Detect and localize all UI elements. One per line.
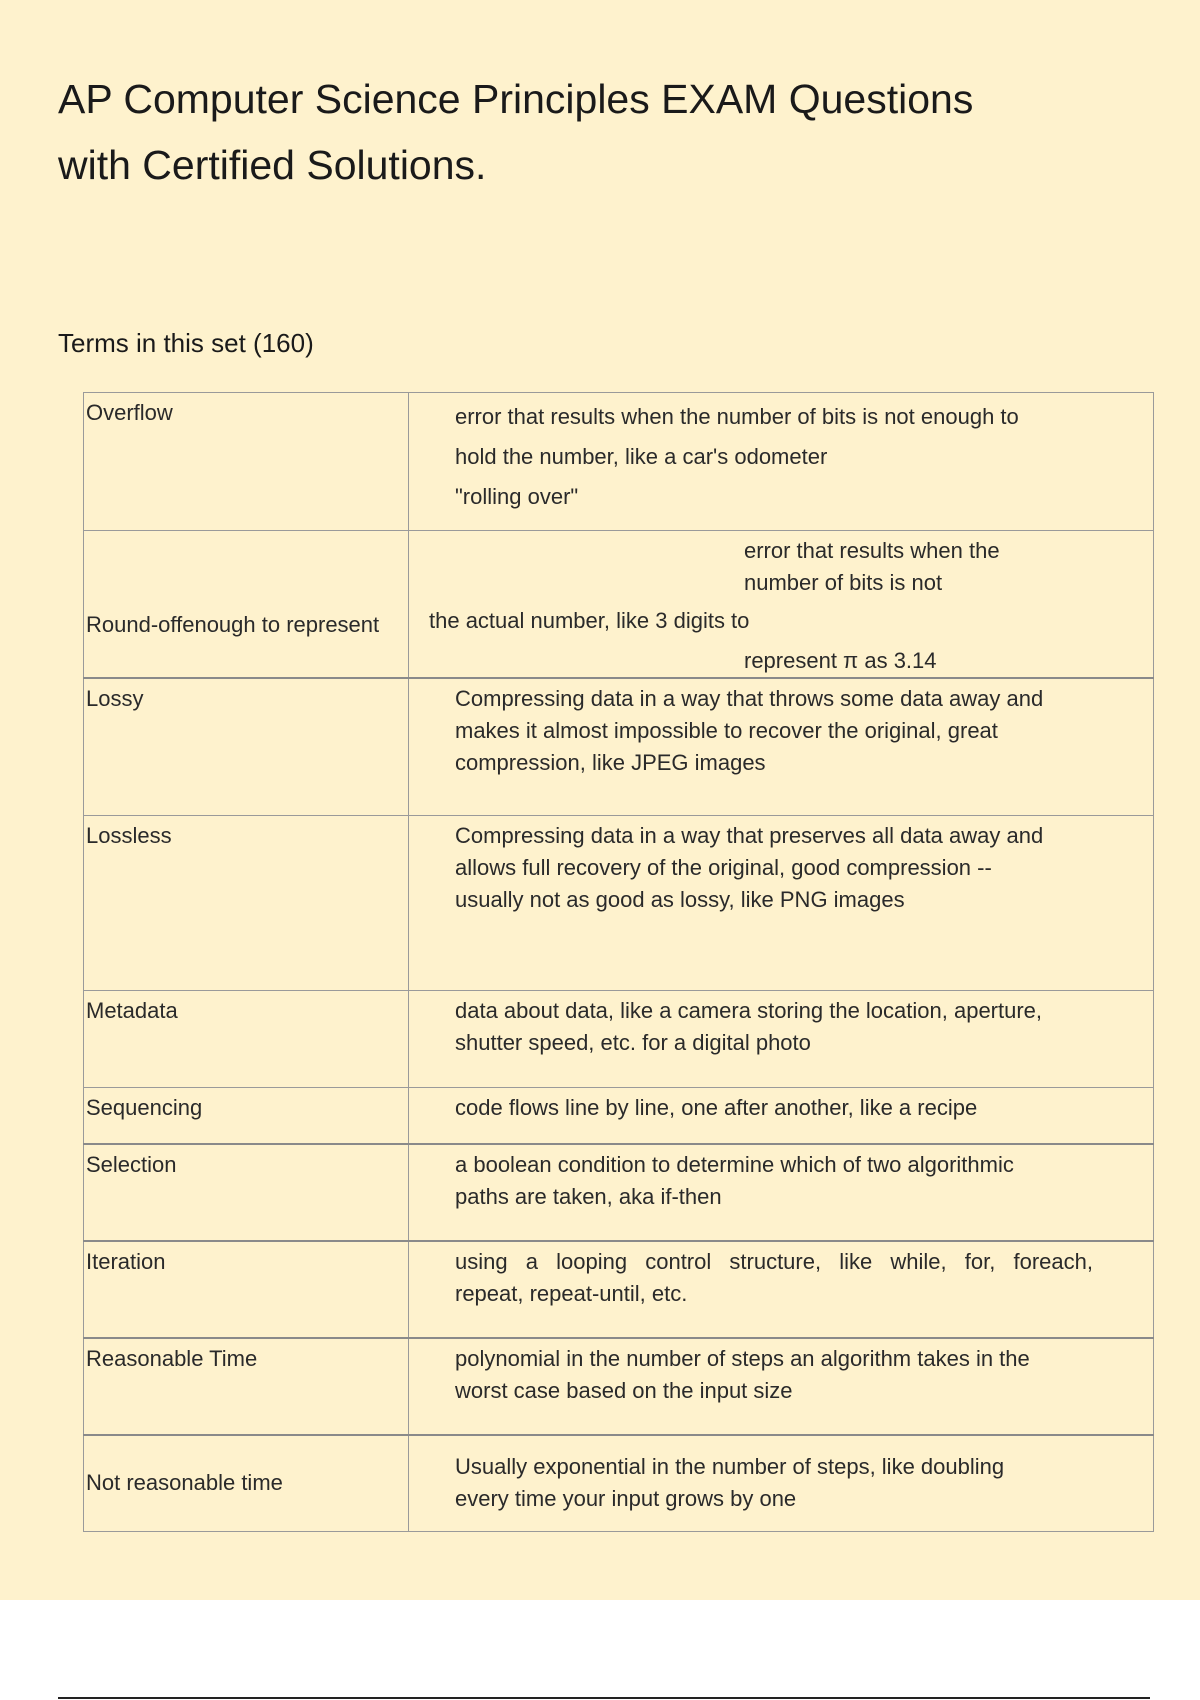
definition-cell — [409, 1338, 1154, 1435]
table-row — [84, 1435, 1154, 1531]
definition-line: using a looping control structure, like while, for, foreach, — [455, 1249, 1093, 1274]
table-row — [84, 990, 1154, 1087]
definition-cell — [409, 815, 1154, 990]
definition-line: every time your input grows by one — [455, 1486, 797, 1512]
definition-line: usually not as good as lossy, like PNG images — [455, 886, 905, 912]
definition-line: Compressing data in a way that throws some data away and — [455, 686, 1044, 711]
definition-line: number of bits is not — [744, 570, 943, 595]
table-row — [84, 1144, 1154, 1241]
definition-line: polynomial in the number of steps an algorithm takes in the — [455, 1346, 1030, 1371]
table-row — [84, 531, 1154, 679]
definition-line: hold the number, like a car's odometer — [455, 444, 828, 469]
definition-line: error that results when the number of bits is not enough to — [455, 404, 1019, 429]
term-cell: Reasonable Time — [84, 1338, 409, 1435]
definition-line: repeat, repeat-until, etc. — [455, 1281, 688, 1306]
definition-line: a boolean condition to determine which of two algorithmic — [455, 1152, 1014, 1177]
terms-count-heading: Terms in this set (160) — [58, 328, 314, 358]
definition-line: represent π as 3.14 — [744, 648, 937, 673]
definition-line: data about data, like a camera storing the location, aperture, — [455, 997, 1043, 1023]
term-cell: Round-offenough to represent — [84, 531, 409, 679]
table-row — [84, 1338, 1154, 1435]
definition-line: Usually exponential in the number of steps, like doubling — [455, 1454, 1005, 1480]
definition-line: the actual number, like 3 digits to — [429, 608, 750, 633]
table-row — [84, 1087, 1154, 1144]
term-cell: Iteration — [84, 1241, 409, 1338]
definition-line: worst case based on the input size — [455, 1378, 793, 1403]
term-cell: Not reasonable time — [84, 1435, 409, 1531]
definition-line: compression, like JPEG images — [455, 750, 766, 775]
term-cell: Lossy — [84, 678, 409, 815]
definition-line: "rolling over" — [455, 484, 579, 509]
term-cell: Lossless — [84, 815, 409, 990]
table-row — [84, 815, 1154, 990]
term-cell: Selection — [84, 1144, 409, 1241]
definition-cell — [409, 531, 1154, 679]
definition-cell — [409, 678, 1154, 815]
definition-line: error that results when the — [744, 538, 1000, 563]
definition-cell — [409, 1435, 1154, 1531]
table-row — [84, 1241, 1154, 1338]
terms-table — [83, 392, 1154, 1532]
term-cell: Metadata — [84, 990, 409, 1087]
definition-line: Compressing data in a way that preserves all data away and — [455, 822, 1044, 848]
definition-line: makes it almost impossible to recover the original, great — [455, 718, 998, 743]
table-row — [84, 393, 1154, 531]
definition-line: allows full recovery of the original, good compression -- — [455, 854, 992, 880]
footer-divider — [58, 1697, 1150, 1699]
definition-cell — [409, 1144, 1154, 1241]
definition-line: shutter speed, etc. for a digital photo — [455, 1029, 811, 1055]
table-row — [84, 678, 1154, 815]
document-title — [58, 66, 1058, 198]
definition-line: paths are taken, aka if-then — [455, 1184, 722, 1209]
definition-cell — [409, 1087, 1154, 1144]
title-line-2: with Certified Solutions. — [58, 142, 487, 188]
term-cell: Overflow — [84, 393, 409, 531]
term-cell: Sequencing — [84, 1087, 409, 1144]
definition-line: code flows line by line, one after another, like a recipe — [455, 1094, 978, 1120]
definition-cell — [409, 393, 1154, 531]
definition-cell — [409, 990, 1154, 1087]
definition-cell — [409, 1241, 1154, 1338]
title-line-1: AP Computer Science Principles EXAM Questions — [58, 76, 974, 122]
